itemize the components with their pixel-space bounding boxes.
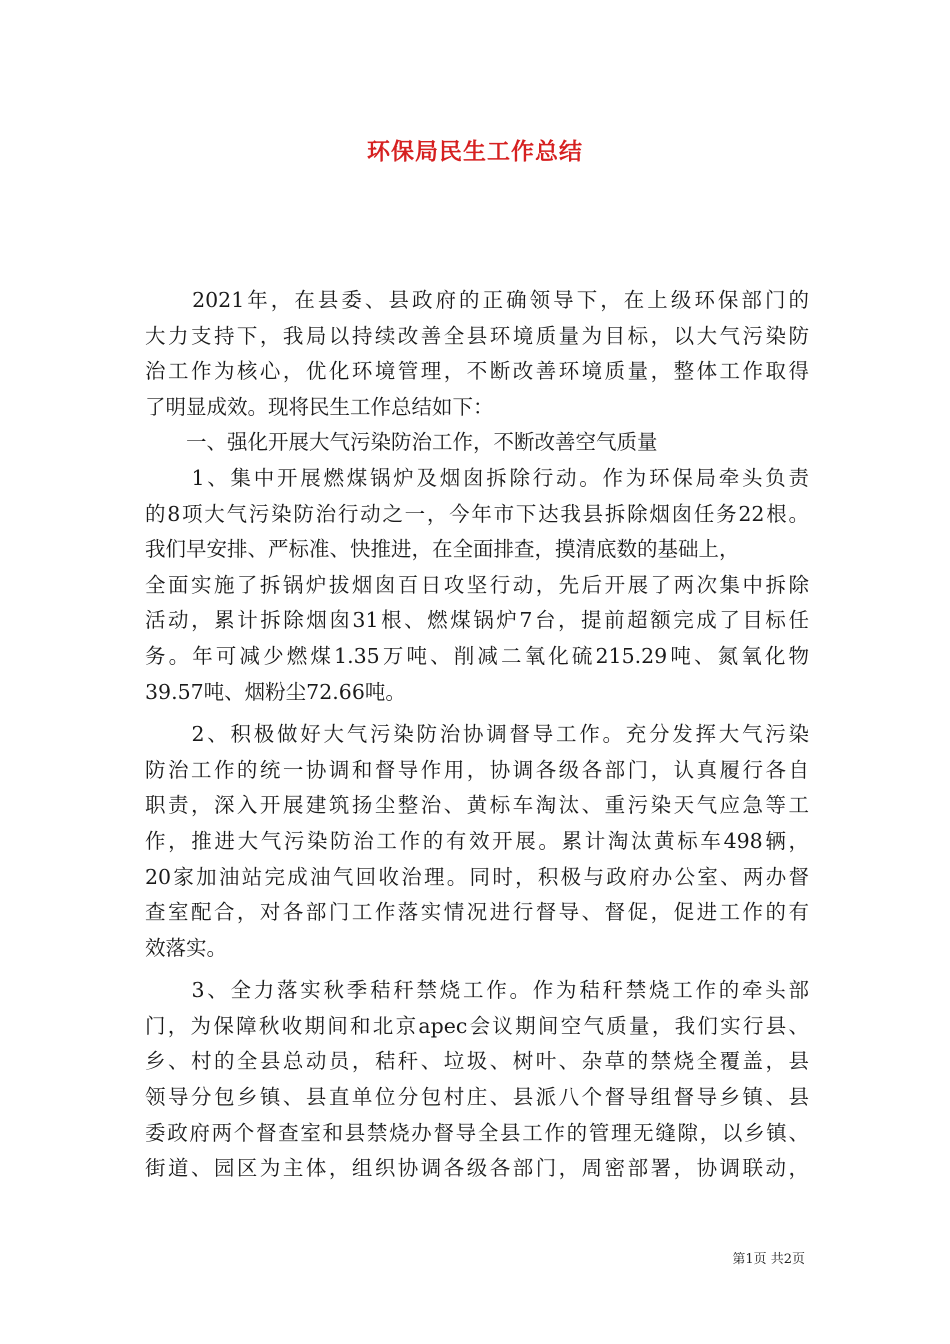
body-line: 作，推进大气污染防治工作的有效开展。累计淘汰黄标车498辆， xyxy=(145,828,809,853)
body-line: 治工作为核心，优化环境管理，不断改善环境质量，整体工作取得 xyxy=(145,359,809,384)
body-line: 活动，累计拆除烟囱31根、燃煤锅炉7台，提前超额完成了目标任 xyxy=(145,608,809,633)
body-line: 委政府两个督查室和县禁烧办督导全县工作的管理无缝隙，以乡镇、 xyxy=(145,1120,809,1145)
body-line: 1、集中开展燃煤锅炉及烟囱拆除行动。作为环保局牵头负责 xyxy=(145,465,809,490)
body-line: 我们早安排、严标准、快推进，在全面排查，摸清底数的基础上， xyxy=(145,537,740,562)
body-line: 39.57吨、烟粉尘72.66吨。 xyxy=(145,679,406,704)
body-line: 门，为保障秋收期间和北京apec会议期间空气质量，我们实行县、 xyxy=(145,1013,809,1038)
body-line: 务。年可减少燃煤1.35万吨、削减二氧化硫215.29吨、氮氧化物 xyxy=(145,643,809,668)
body-line: 防治工作的统一协调和督导作用，协调各级各部门，认真履行各自 xyxy=(145,757,809,782)
document-body xyxy=(145,283,809,1187)
body-line: 3、全力落实秋季秸秆禁烧工作。作为秸秆禁烧工作的牵头部 xyxy=(145,978,809,1003)
body-line: 一、强化开展大气污染防治工作，不断改善空气质量 xyxy=(145,430,658,455)
body-line: 了明显成效。现将民生工作总结如下： xyxy=(145,394,494,419)
document-title: 环保局民生工作总结 xyxy=(367,138,583,165)
body-line: 2021年，在县委、县政府的正确领导下，在上级环保部门的 xyxy=(145,288,809,312)
body-line: 查室配合，对各部门工作落实情况进行督导、督促，促进工作的有 xyxy=(145,900,809,925)
body-line: 乡、村的全县总动员，秸秆、垃圾、树叶、杂草的禁烧全覆盖，县 xyxy=(145,1049,809,1074)
body-line: 领导分包乡镇、县直单位分包村庄、县派八个督导组督导乡镇、县 xyxy=(145,1085,809,1110)
body-line: 2、积极做好大气污染防治协调督导工作。充分发挥大气污染 xyxy=(145,722,809,747)
body-line: 全面实施了拆锅炉拔烟囱百日攻坚行动，先后开展了两次集中拆除 xyxy=(145,572,809,597)
body-line: 街道、园区为主体，组织协调各级各部门，周密部署，协调联动， xyxy=(145,1156,809,1181)
body-line: 效落实。 xyxy=(145,935,227,960)
body-line: 职责，深入开展建筑扬尘整治、黄标车淘汰、重污染天气应急等工 xyxy=(145,793,809,818)
body-line: 大力支持下，我局以持续改善全县环境质量为目标，以大气污染防 xyxy=(145,323,809,348)
page-footer: 第1页 共2页 xyxy=(732,1252,805,1267)
body-line: 的8项大气污染防治行动之一，今年市下达我县拆除烟囱任务22根。 xyxy=(145,501,809,526)
body-line: 20家加油站完成油气回收治理。同时，积极与政府办公室、两办督 xyxy=(145,864,809,889)
